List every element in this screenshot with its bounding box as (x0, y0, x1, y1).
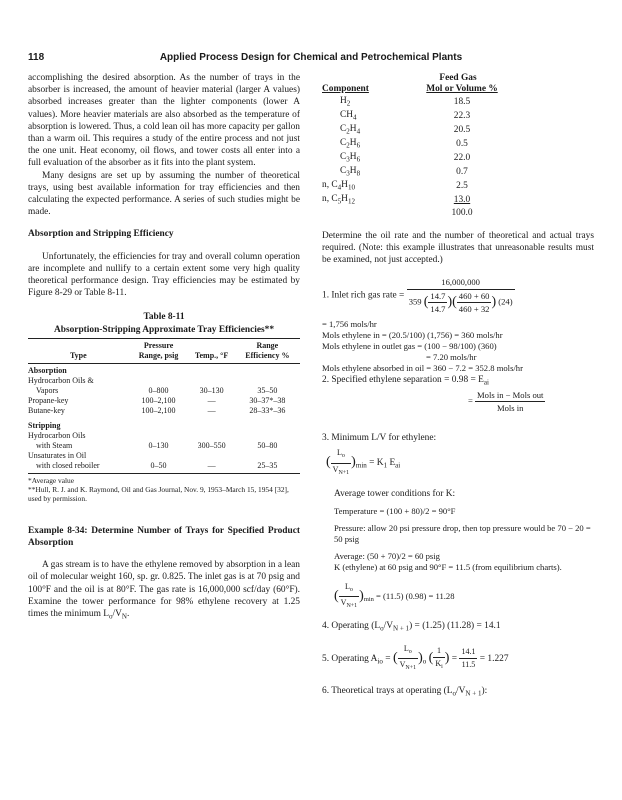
formula-text: H (349, 166, 357, 177)
table-row (322, 138, 512, 152)
formula-text: n, C (322, 180, 338, 191)
fraction: $\frac{L_o}{V_{N+1}}$ (399, 644, 417, 672)
running-title: Applied Process Design for Chemical and Petrochemical Plants (159, 52, 463, 63)
subscript: ai (483, 378, 489, 387)
mol-percent-cell: 2.5 (456, 181, 468, 192)
denominator: 14.7 (430, 303, 446, 314)
equation-step-4: 4. Operating $(L_o/V_{N + 1}) = (1.25) (11.28) = 14.1$ (322, 621, 501, 633)
table-note: *Average value (28, 475, 75, 485)
table-row (322, 96, 512, 110)
mol-percent-cell: 18.5 (453, 97, 471, 108)
column-header: Type (69, 350, 87, 360)
feed-total: 100.0 (451, 208, 473, 219)
table-row (322, 180, 512, 194)
table-label: Table 8-11 (143, 312, 185, 323)
cell: 0–50 (150, 460, 167, 470)
numerator: 460 + 60 (457, 290, 492, 303)
equation-min-result: ( $\frac{L_o}{V_{N+1}}$ )$_{min} = (11.5)$ (0.98) = 11.28 (334, 581, 594, 613)
equation-min-lv: ( $\frac{L_o}{V_{N+1}}$ )$_{min} = K_1$ $E_{ai}$ (326, 447, 594, 479)
table-row (28, 421, 300, 431)
subscript: 4 (337, 183, 342, 192)
table-row (28, 441, 300, 451)
numerator: $L_o$ (339, 581, 360, 597)
subscript: 4 (356, 127, 361, 136)
calc-line: = 7.20 mols/hr (426, 351, 477, 362)
cell: — (207, 395, 216, 405)
mol-percent-cell: 0.5 (456, 139, 468, 150)
equation-text: = (11.5) (0.98) = 11.28 (376, 590, 455, 601)
formula-text: n, C (322, 194, 338, 205)
cell: 25–35 (257, 460, 278, 470)
table-8-11 (28, 311, 300, 502)
table-note: **Hull, R. J. and K. Raymond, Oil and Gas Journal, Nov. 9, 1953–March 15, 1954 [32], used by permission. (28, 484, 289, 503)
formula-text: C (340, 166, 347, 177)
numerator: 16,000,000 (407, 276, 515, 289)
formula-text: H (341, 194, 348, 205)
table-row (322, 194, 512, 208)
formula-text: C (340, 137, 347, 148)
calc-line: Average tower conditions for K: (334, 488, 456, 499)
table-caption: Absorption-Stripping Approximate Tray Efficiencies** (53, 324, 275, 335)
feed-gas-table (322, 84, 512, 220)
paragraph-text: . (126, 609, 130, 620)
page-number: 118 (28, 52, 45, 63)
cell: 0–800 (148, 385, 169, 395)
column-header: Range, psig (138, 350, 179, 360)
table-row (322, 208, 512, 220)
denominator: 460 + 32 (458, 303, 490, 314)
subscript: 6 (356, 155, 361, 164)
paragraph (28, 559, 300, 622)
subscript: 1 (383, 461, 388, 470)
cell: 30–37*–38 (249, 395, 286, 405)
calc-line: Temperature = (100 + 80)/2 = 90°F (334, 505, 456, 516)
denominator: Mols in (496, 402, 524, 413)
denominator: $V_{N+1}$ (340, 598, 358, 610)
subscript: N (121, 612, 127, 621)
subscript: 6 (356, 141, 361, 150)
component-cell (322, 110, 412, 124)
cell: 0–130 (148, 440, 169, 450)
calc-line: Mols ethylene absorbed in oil = 360 − 7.2 = 352.8 mols/hr (322, 362, 523, 373)
column-header: Range (256, 340, 279, 350)
table-row (28, 386, 300, 396)
subscript: ai (395, 461, 401, 470)
numerator: Mols in − Mols out (475, 389, 545, 402)
tower-conditions (322, 489, 594, 573)
cell: Vapors (36, 385, 59, 395)
formula-text: C (340, 123, 347, 134)
numerator: 14.1 (459, 646, 477, 659)
subscript: 8 (356, 169, 361, 178)
formula-text: CH (340, 109, 354, 120)
cell: Butane-key (28, 405, 65, 415)
mol-percent-cell: 22.0 (453, 153, 471, 164)
table-header-row (322, 84, 512, 96)
calc-line: Mols ethylene in outlet gas = (100 − 98/100) (360) (322, 340, 497, 351)
group-label: Stripping (28, 420, 61, 430)
fraction (331, 447, 352, 479)
table-row (322, 166, 512, 180)
table-row (322, 110, 512, 124)
equation-text: E (387, 458, 396, 469)
subscript: 2 (346, 141, 350, 150)
subscript: 2 (346, 127, 350, 136)
cell: 35–50 (257, 385, 278, 395)
value: 359 (408, 296, 422, 307)
paragraph: Determine the oil rate and the number of theoretical and actual trays required. (Note: this example illustrates that unreasonable results must be examined, not just accepted.) (322, 230, 594, 266)
component-cell (322, 180, 412, 194)
cell: 28–33*–36 (249, 405, 286, 415)
component-cell (322, 96, 412, 110)
fraction: $\frac{1}{K_i}$ (435, 645, 443, 670)
equation-label: 2. Specified ethylene separation = 0.98 = E (322, 374, 484, 385)
equation-text: 5. Operating A (322, 654, 378, 665)
paragraph-text: A gas stream is to have the ethylene removed by absorption in a lean oil of molecular weight 160, sp. gr. 0.825. The inlet gas is at 70 psig and 100°F and the oil is at 80°F. The gas rate is 16,000,000 scf/day (60°F). Examine the tower performance for 98% ethylene recovery at 1.25 times the minimum L (28, 560, 300, 620)
formula-text: C (340, 151, 347, 162)
fraction (459, 646, 477, 671)
denominator: 359 ( $\frac{14.7}{14.7}$ )( $\frac{460 + 60}{460 + 32}$ ) (24) (408, 290, 513, 314)
paragraph-text: /V (112, 609, 122, 620)
table-row (28, 406, 300, 416)
group-label: Absorption (28, 365, 67, 375)
cell: Hydrocarbon Oils (28, 430, 86, 440)
numerator: $L_o$ (331, 447, 352, 463)
subscript: io (377, 657, 383, 666)
mol-percent-cell: 0.7 (456, 167, 468, 178)
cell: Hydrocarbon Oils & (28, 375, 94, 385)
cell: Propane-key (28, 395, 69, 405)
cell: — (207, 405, 216, 415)
formula-text: H (349, 123, 357, 134)
component-cell (322, 124, 412, 138)
calc-line: = 1,756 mols/hr (322, 318, 377, 329)
paragraph: accomplishing the desired absorption. As the number of trays in the absorber is increased, the amount of heavier material (larger A values) absorbed increases greater than the lighter components (lower A values). More heavier materials are also absorbed as the temperature of absorption is lowered. Thus, a cold lean oil has more capacity per gallon than a warm oil. This requires a study of the entire process and not just the one unit. Heat economy, oil flows, and tower costs all enter into a full evaluation of the absorber as it fits into the plant system. (28, 73, 300, 169)
table-row (28, 461, 300, 471)
component-cell (322, 138, 412, 152)
subscript: 12 (347, 197, 355, 206)
example-heading: Example 8-34: Determine Number of Trays for Specified Product Absorption (28, 525, 300, 549)
component-cell (322, 194, 412, 208)
calc-line: Mols ethylene in = (20.5/100) (1,756) = 360 mols/hr (322, 329, 503, 340)
equation-step-2 (322, 374, 594, 389)
equation-text: = 1.227 (479, 654, 509, 665)
equation-step-2-fraction: = $\frac{\text{Mols in − Mols out}}{\text{Mols in}}$ (468, 389, 544, 413)
table-row (28, 451, 300, 461)
equation-text: ) = (1.25) (11.28) = 14.1 (409, 621, 501, 632)
cell: 50–80 (257, 440, 278, 450)
component-cell (322, 166, 412, 180)
equation-label: 1. Inlet rich gas rate = (322, 290, 405, 301)
table-row (28, 366, 300, 376)
formula-text: H (340, 95, 347, 106)
subscript: 3 (346, 155, 350, 164)
equation-text: /V (383, 621, 393, 632)
subscript: 4 (353, 113, 357, 122)
subscript: o (108, 612, 113, 621)
cell: 100–2,100 (141, 395, 176, 405)
table-row (322, 124, 512, 138)
fraction (407, 276, 515, 315)
equation-text: ): (481, 685, 488, 696)
equation-text: = (382, 654, 391, 665)
equation-step-1 (322, 276, 594, 315)
equation-text: 6. Theoretical trays at operating (L (322, 685, 453, 696)
equation-text: = K (369, 458, 384, 469)
mol-percent-cell: 22.3 (453, 111, 471, 122)
equation-step-3: 3. Minimum L/V for ethylene: (322, 433, 437, 444)
equation-step-5: 5. Operating $A_{io}$ = ( $\frac{L_o}{V_{N+1}}$ )$_o$ ( $\frac{1}{K_i}$ ) = $\frac{14.1}{11.5}$ = 1.227 (322, 643, 594, 675)
column-header: Mol or Volume % (426, 84, 498, 95)
fraction (457, 290, 492, 315)
equation-text: 4. Operating (L (322, 621, 381, 632)
component-cell (322, 152, 412, 166)
subscript: 2 (346, 99, 351, 108)
formula-text: H (349, 151, 357, 162)
fraction (428, 290, 447, 315)
cell: with Steam (36, 440, 73, 450)
cell: — (207, 460, 216, 470)
formula-text: H (349, 137, 357, 148)
left-column (28, 72, 300, 623)
table-header-row (28, 341, 300, 351)
calc-line: Average: (50 + 70)/2 = 60 psig (334, 550, 440, 561)
column-header: Temp., °F (194, 350, 229, 360)
table-row (28, 376, 300, 386)
subscript: 3 (346, 169, 350, 178)
numerator: 14.7 (428, 290, 447, 303)
paragraph: Many designs are set up by assuming the number of theoretical trays, using best available information for tray efficiencies and then calculating the expected performance. A series of such studies might be made. (28, 170, 300, 218)
table-rule (28, 338, 300, 339)
cell: with closed reboiler (36, 460, 100, 470)
value: (24) (498, 296, 513, 307)
feed-gas-title: Feed Gas (439, 73, 477, 83)
table-row (28, 431, 300, 441)
section-heading: Absorption and Stripping Efficiency (28, 229, 174, 240)
cell: Unsaturates in Oil (28, 450, 87, 460)
calc-line: K (ethylene) at 60 psig and 90°F = 11.5 (from equilibrium charts). (334, 561, 562, 572)
formula-text: H (341, 180, 348, 191)
table-header-row (28, 351, 300, 361)
cell: 300–550 (197, 440, 226, 450)
denominator: $V_{N+1}$ (332, 464, 350, 476)
cell: 30–130 (199, 385, 224, 395)
table-rule (28, 363, 300, 364)
subscript: 10 (347, 183, 355, 192)
subscript: min (355, 461, 367, 470)
subscript: 5 (337, 197, 342, 206)
column-header: Component (322, 84, 369, 95)
right-column (322, 72, 594, 699)
table-row (28, 396, 300, 406)
efficiency-table (28, 341, 300, 471)
calc-line: Pressure: allow 20 psi pressure drop, then top pressure would be 70 − 20 = 50 psig (334, 522, 591, 544)
column-header: Pressure (143, 340, 174, 350)
calc-block (322, 319, 594, 374)
equation-step-6: 6. Theoretical trays at operating $(L_o/V_{N + 1})$: (322, 685, 488, 698)
fraction (339, 581, 360, 613)
table-row (322, 152, 512, 166)
fraction (475, 389, 545, 414)
column-header: Efficiency % (245, 350, 290, 360)
denominator: 11.5 (461, 660, 476, 670)
mol-percent-cell: 20.5 (453, 125, 471, 136)
mol-percent-cell: 13.0 (453, 195, 471, 206)
table-rule (28, 473, 300, 474)
paragraph: Unfortunately, the efficiencies for tray and overall column operation are incomplete and nullify to a certain extent some very high quality theoretical performance design. Tray efficiencies may be estimated by Figure 8-29 or Table 8-11. (28, 251, 300, 299)
cell: 100–2,100 (141, 405, 176, 415)
